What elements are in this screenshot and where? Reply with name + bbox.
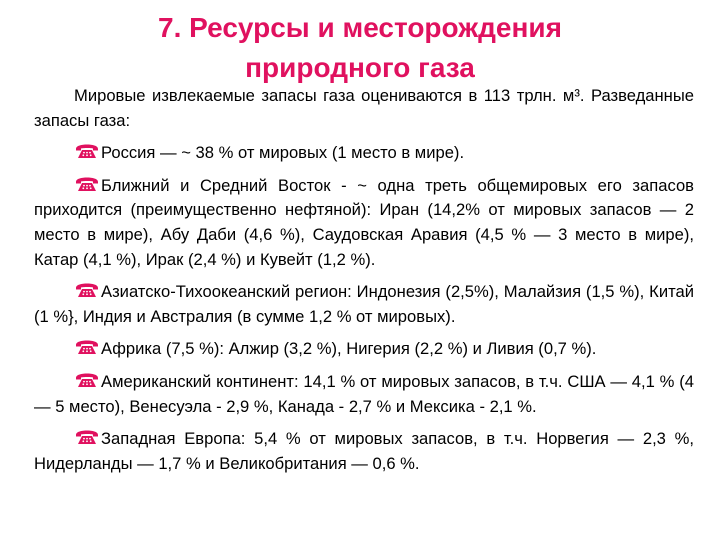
telephone-icon bbox=[74, 430, 100, 445]
bullet-item-western-europe bbox=[34, 427, 694, 476]
bullet-text: Американский континент: 14,1 % от мировых запасов, в т.ч. США — 4,1 % (4 — 5 место), Венесуэла - 2,9 %, Канада - 2,7 % и Мексика - 2,1 %. bbox=[34, 371, 694, 416]
intro-paragraph: Мировые извлекаемые запасы газа оцениваются в 113 трлн. м³. Разведанные запасы газа: bbox=[34, 86, 694, 130]
telephone-icon bbox=[74, 144, 100, 159]
bullet-item-africa bbox=[34, 337, 694, 362]
bullet-item-asia-pacific bbox=[34, 280, 694, 329]
bullet-text: Азиатско-Тихоокеанский регион: Индонезия (2,5%), Малайзия (1,5 %), Китай (1 %}, Индия и Австралия (в сумме 1,2 % от мировых). bbox=[34, 282, 694, 326]
telephone-icon bbox=[74, 373, 100, 388]
title-line-1: 7. Ресурсы и месторождения bbox=[158, 12, 562, 43]
bullet-text: Ближний и Средний Восток - ~ одна треть общемировых его запасов приходится (преимущественно нефтяной): Иран (14,2% от мировых запасов — 2 место в мире), Абу Даби (4,6 %), Саудовская Аравия (4,5 % — 3 место в мире), Катар (4,1 %), Ирак (2,4 %) и Кувейт (1,2 %). bbox=[34, 175, 694, 269]
bullet-text: Африка (7,5 %): Алжир (3,2 %), Нигерия (2,2 %) и Ливия (0,7 %). bbox=[101, 339, 597, 359]
telephone-icon bbox=[74, 340, 100, 355]
bullet-item-russia bbox=[34, 141, 694, 166]
slide-body bbox=[34, 84, 694, 484]
bullet-text: Западная Европа: 5,4 % от мировых запасов, в т.ч. Норвегия — 2,3 %, Нидерланды — 1,7 % и Великобритания — 0,6 %. bbox=[34, 429, 694, 473]
telephone-icon bbox=[74, 177, 100, 192]
title-line-2: природного газа bbox=[245, 52, 475, 83]
telephone-icon bbox=[74, 283, 100, 298]
bullet-item-middle-east bbox=[34, 174, 694, 272]
bullet-text: Россия — ~ 38 % от мировых (1 место в мире). bbox=[101, 143, 465, 163]
slide-title bbox=[0, 8, 720, 84]
bullet-item-americas bbox=[34, 370, 694, 419]
